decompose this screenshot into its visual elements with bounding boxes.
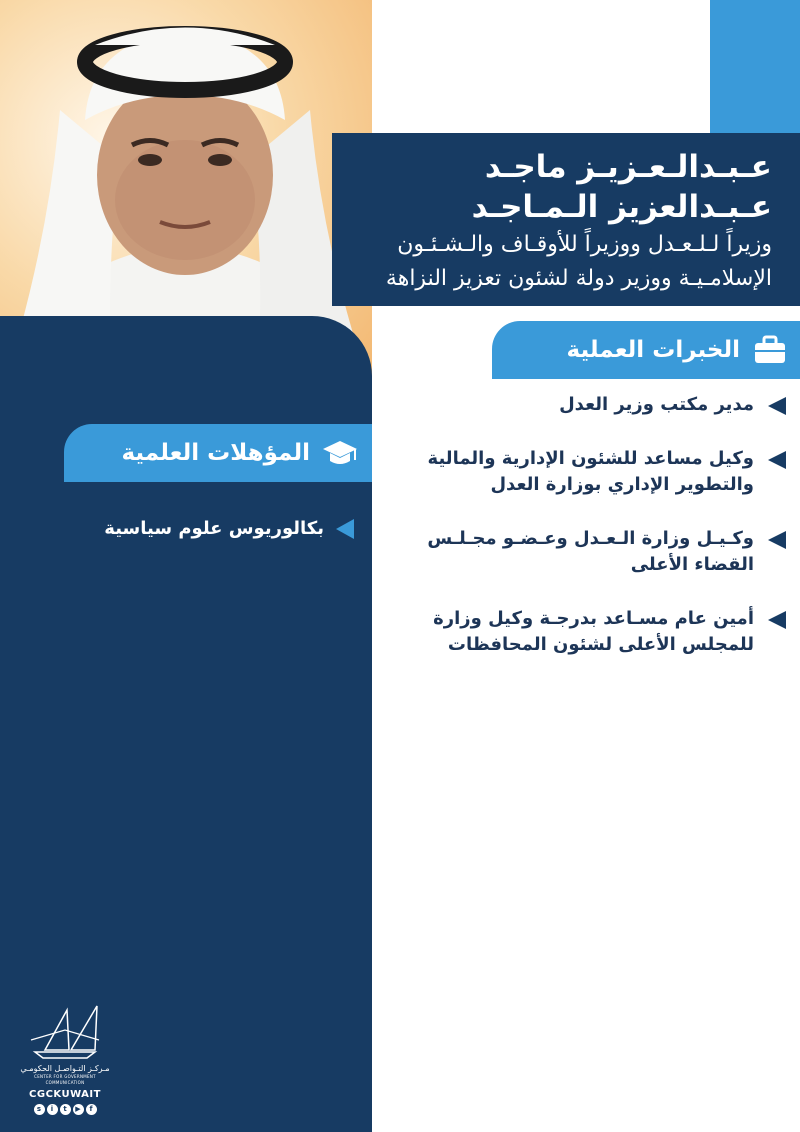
graduation-cap-icon: [322, 435, 358, 471]
list-item: أمين عام مسـاعد بدرجـة وكيل وزارة للمجلس الأعلى لشئون المحافظات: [392, 606, 792, 658]
bullet-arrow-icon: [768, 611, 786, 629]
logo-arabic-text: مـركـز التـواصـل الحكومـي: [20, 1064, 110, 1073]
youtube-icon[interactable]: ▶: [73, 1104, 84, 1115]
list-item: وكيل مساعد للشئون الإدارية والمالية والتطوير الإداري بوزارة العدل: [392, 446, 792, 498]
name-box: [332, 133, 800, 306]
qualifications-header: [64, 424, 372, 482]
bullet-arrow-icon: [768, 397, 786, 415]
role-line-1: وزيراً لـلـعـدل ووزيراً للأوقـاف والـشـئـون: [397, 232, 772, 257]
experience-list: [392, 392, 792, 686]
logo-brand-text: CGCKUWAIT: [29, 1089, 101, 1100]
social-icons: [20, 1104, 110, 1115]
bullet-arrow-icon: [336, 519, 354, 539]
list-item: بكالوريوس علوم سياسية: [60, 516, 360, 542]
logo-english-text: CENTER FOR GOVERNMENT COMMUNICATION: [34, 1074, 96, 1085]
experience-title: الخبرات العملية: [566, 337, 740, 363]
experience-header: [492, 321, 800, 379]
instagram-icon[interactable]: i: [47, 1104, 58, 1115]
qualifications-list: [60, 516, 360, 542]
list-item: مدير مكتب وزير العدل: [392, 392, 792, 418]
bullet-arrow-icon: [768, 531, 786, 549]
bullet-arrow-icon: [768, 451, 786, 469]
briefcase-icon: [752, 332, 788, 368]
facebook-icon[interactable]: f: [86, 1104, 97, 1115]
cgc-logo: [20, 1004, 110, 1115]
qualifications-title: المؤهلات العلمية: [121, 440, 310, 466]
snapchat-icon[interactable]: s: [34, 1104, 45, 1115]
role-line-2: الإسلامـيـة ووزير دولة لشئون تعزيز النزاهة: [385, 266, 772, 291]
name-line-2: عـبـدالعزيز الـمـاجـد: [471, 189, 772, 225]
sail-logo-icon: [25, 1004, 105, 1060]
name-line-1: عـبـدالـعـزيـز ماجـد: [484, 149, 772, 185]
accent-block: [710, 0, 800, 148]
twitter-icon[interactable]: t: [60, 1104, 71, 1115]
list-item: وكـيـل وزارة الـعـدل وعـضـو مجـلـس القضاء الأعلى: [392, 526, 792, 578]
